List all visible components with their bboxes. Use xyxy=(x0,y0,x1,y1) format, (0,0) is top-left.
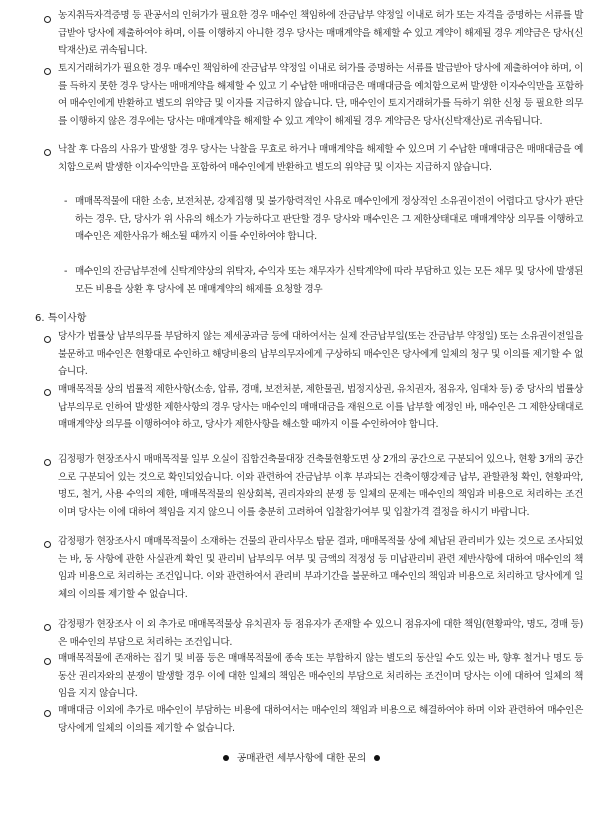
bullet-icon xyxy=(44,624,51,631)
bullet-icon xyxy=(44,336,51,343)
dash-icon: - xyxy=(64,196,68,207)
notice-item: 김정평가 현장조사시 매매목적물 일부 오실이 집합건축물대장 건축물현황도면 상 2개의 공간으로 구분되어 있으나, 현황 3개의 공간으로 구분되어 있는 것으로 확인되었습니다. 이와 관련하여 잔금납부 이후 부과되는 건축이행강제금 납부, 관할관청 확인, 현황파악, 명도, 철거, 사용 수익의 제한, 매매목적물의 원상회복, 권리자와의 분쟁 등 일체의 문제는 매수인의 책임과 비용으로 처리하는 조건이며 당사는 이에 대하여 책임을 지지 않으니 이를 충분히 고려하여 입찰참가여부 및 입찰가격 결정을 하시기 바랍니다. xyxy=(58,454,583,518)
clause-item: 토지거래허가가 필요한 경우 매수인 책임하에 잔금납부 약정일 이내로 허가를 증명하는 서류를 발급받아 당사에 제출하여야 하며, 이를 득하지 못한 경우 당사는 매매계약을 해제할 수 있고 기 수납한 매매대금은 매매대금을 예치함으로써 발생한 이자수익만을 포함하여 매수인에게 반환하고 별도의 위약금 및 이자를 지급하지 않습니다. 단, 매수인이 토지거래허가를 득하기 위한 신청 등 필요한 의무를 이행하지 않은 경우에는 당사는 매매계약을 해제할 수 있고 계약이 해제될 경우 계약금은 당사(신탁재산)로 귀속됩니다. xyxy=(58,63,583,127)
bullet-icon xyxy=(44,389,51,396)
notice-item: 매매대금 이외에 추가로 매수인이 부담하는 비용에 대하여서는 매수인의 책임과 비용으로 해결하여야 하며 이와 관련하여 매수인은 당사에게 일체의 이의를 제기할 수 없습니다. xyxy=(58,705,583,734)
notice-item: 당사가 법률상 납부의무를 부담하지 않는 제세공과금 등에 대하여서는 실제 잔금납부일(또는 잔금납부 약정일) 또는 소유권이전일을 불문하고 매수인은 현황대로 수인하고 해당비용의 납부의무자에게 구상하되 매수인은 당사에게 일체의 청구 및 이의를 제기할 수 없습니다. xyxy=(58,331,583,378)
bullet-icon xyxy=(44,710,51,717)
inquiry-footer xyxy=(0,750,603,764)
bullet-dot-icon xyxy=(374,755,380,761)
bullet-icon xyxy=(44,68,51,75)
dash-icon: - xyxy=(64,266,68,277)
clause-item: 농지취득자격증명 등 관공서의 인허가가 필요한 경우 매수인 책임하에 잔금납부 약정일 이내로 허가 또는 자격을 증명하는 서류를 발급받아 당사에 제출하여야 하며, 이를 이행하지 아니한 경우 당사는 매매계약을 해제할 수 있고 계약이 해제될 경우 계약금은 당사(신탁재산)로 귀속됩니다. xyxy=(58,10,583,57)
section-heading: 6. 특이사항 xyxy=(35,313,87,324)
bullet-icon xyxy=(44,541,51,548)
notice-item: 감정평가 현장조사시 매매목적물이 소재하는 건물의 관리사무소 탐문 결과, 매매목적물 상에 체납된 관리비가 있는 것으로 조사되었는 바, 동 사항에 관한 사실관계 확인 및 관리비 납부의무 여부 및 금액의 적정성 등 미납관리비 관련 제반사항에 대하여 매수인의 책임과 비용으로 처리하는 조건입니다. 이와 관련하여서 관리비 부과기간을 불문하고 매수인의 책임과 비용으로 처리하고 당사에게 일체의 이의를 제기할 수 없습니다. xyxy=(58,536,583,600)
sub-clause-item: 매수인의 잔금납부전에 신탁계약상의 위탁자, 수익자 또는 채무자가 신탁계약에 따라 부담하고 있는 모든 채무 및 당사에 발생된 모든 비용을 상환 후 당사에 본 매매계약의 해제를 요청할 경우 xyxy=(75,266,583,295)
clause-item: 낙찰 후 다음의 사유가 발생할 경우 당사는 낙찰을 무효로 하거나 매매계약을 해제할 수 있으며 기 수납한 매매대금은 매매대금을 예치함으로써 발생한 이자수익만을 포함하여 매수인에게 반환하고 별도의 위약금 및 이자는 지급하지 않습니다. xyxy=(58,144,583,173)
bullet-icon xyxy=(44,149,51,156)
notice-item: 감정평가 현장조사 이 외 추가로 매매목적물상 유치권자 등 점유자가 존재할 수 있으니 점유자에 대한 책임(현황파악, 명도, 경매 등)은 매수인의 부담으로 처리하는 조건입니다. xyxy=(58,619,583,648)
bullet-icon xyxy=(44,459,51,466)
notice-item: 매매목적물 상의 법률적 제한사항(소송, 압류, 경매, 보전처분, 제한물권, 법정지상권, 유치권자, 점유자, 임대차 등) 중 당사의 법률상 납부의무로 인하여 발생한 제한사항의 경우 당사는 매수인의 매매대금을 재원으로 이를 납부할 예정인 바, 매수인은 그 제한상태대로 매매계약상 의무를 이행하여야 하고, 당사가 제한사항을 해소할 때까지 이를 수인하여야 합니다. xyxy=(58,384,583,431)
notice-item: 매매목적물에 존재하는 집기 및 비품 등은 매매목적물에 종속 또는 부합하지 않는 별도의 동산일 수도 있는 바, 향후 철거나 명도 등 동산 권리자와의 분쟁이 발생할 경우 이에 대한 일체의 책임은 매수인의 부담으로 처리하는 조건이며 당사는 이에 대하여 일체의 책임을 지지 않습니다. xyxy=(58,653,583,700)
bullet-icon xyxy=(44,16,51,23)
bullet-dot-icon xyxy=(223,755,229,761)
footer-title: 공매관련 세부사항에 대한 문의 xyxy=(236,753,367,764)
sub-clause-item: 매매목적물에 대한 소송, 보전처분, 강제집행 및 불가항력적인 사유로 매수인에게 정상적인 소유권이전이 어렵다고 당사가 판단하는 경우. 단, 당사가 위 사유의 해소가 가능하다고 판단할 경우 당사와 매수인은 그 제한상태대로 매매계약상 의무를 이행하고 매수인은 제한사유가 해소될 때까지 이를 수인하여야 합니다. xyxy=(75,196,583,243)
bullet-icon xyxy=(44,658,51,665)
